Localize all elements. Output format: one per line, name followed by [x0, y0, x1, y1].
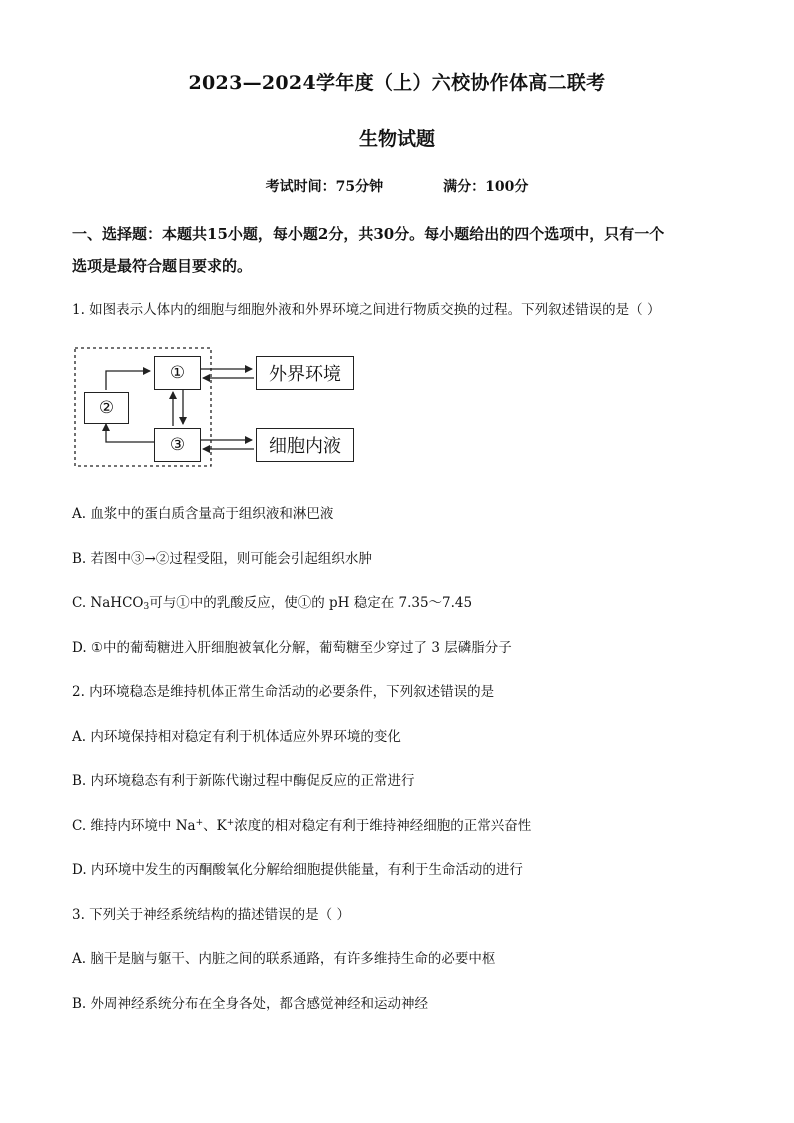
- q1-option-a: A. 血浆中的蛋白质含量高于组织液和淋巴液: [72, 506, 334, 522]
- arrow-2-to-1: [106, 371, 150, 390]
- arrow-3-to-2: [106, 424, 155, 442]
- q2-option-c-pre: C. 维持内环境中 Na: [72, 818, 196, 834]
- q1-option-c-post: 可与①中的乳酸反应，使①的 pH 稳定在 7.35～7.45: [149, 595, 473, 611]
- q2-option-a: A. 内环境保持相对稳定有利于机体适应外界环境的变化: [72, 729, 401, 745]
- q3-option-a: A. 脑干是脑与躯干、内脏之间的联系通路，有许多维持生命的必要中枢: [72, 951, 496, 967]
- q2-option-b: B. 内环境稳态有利于新陈代谢过程中酶促反应的正常进行: [72, 773, 415, 789]
- q1-option-c-pre: C. NaHCO: [72, 595, 144, 611]
- q3-stem: 3. 下列关于神经系统结构的描述错误的是（ ）: [72, 907, 350, 923]
- q1-stem: 1. 如图表示人体内的细胞与细胞外液和外界环境之间进行物质交换的过程。下列叙述错误的是（ ）: [72, 302, 661, 318]
- node-3: ③: [154, 428, 201, 462]
- q1-option-c: [72, 591, 752, 612]
- exam-subject: 生物试题: [358, 128, 435, 150]
- q1-option-c-sub: 3: [143, 602, 150, 612]
- node-2: ②: [84, 392, 129, 424]
- q1-option-d: D. ①中的葡萄糖进入肝细胞被氧化分解，葡萄糖至少穿过了 3 层磷脂分子: [72, 640, 512, 656]
- section-heading-line1: 一、选择题：本题共15小题，每小题2分，共30分。每小题给出的四个选项中，只有一个: [72, 225, 665, 243]
- q2-stem: 2. 内环境稳态是维持机体正常生命活动的必要条件，下列叙述错误的是: [72, 684, 495, 700]
- q2-option-d: D. 内环境中发生的丙酮酸氧化分解给细胞提供能量，有利于生命活动的进行: [72, 862, 523, 878]
- exam-time: 考试时间：75分钟: [265, 179, 384, 195]
- q1-diagram: [70, 342, 370, 472]
- section-heading-line2: 选项是最符合题目要求的。: [72, 257, 253, 275]
- q1-option-b: B. 若图中③→②过程受阻，则可能会引起组织水肿: [72, 551, 372, 567]
- exam-title: 2023—2024学年度（上）六校协作体高二联考: [188, 72, 606, 94]
- q2-option-c-sup1: +: [195, 818, 204, 828]
- q2-option-c: [72, 814, 752, 834]
- q2-option-c-post: 浓度的相对稳定有利于维持神经细胞的正常兴奋性: [234, 818, 532, 834]
- section-heading: [72, 218, 732, 282]
- exam-score: 满分：100分: [443, 179, 529, 195]
- q2-option-c-sup2: +: [226, 818, 235, 828]
- external-environment-box: 外界环境: [256, 356, 354, 390]
- q3-option-b: B. 外周神经系统分布在全身各处，都含感觉神经和运动神经: [72, 996, 429, 1012]
- q2-option-c-mid: 、K: [203, 818, 227, 834]
- intracellular-fluid-box: 细胞内液: [256, 428, 354, 462]
- exam-meta: [0, 176, 794, 196]
- node-1: ①: [154, 356, 201, 390]
